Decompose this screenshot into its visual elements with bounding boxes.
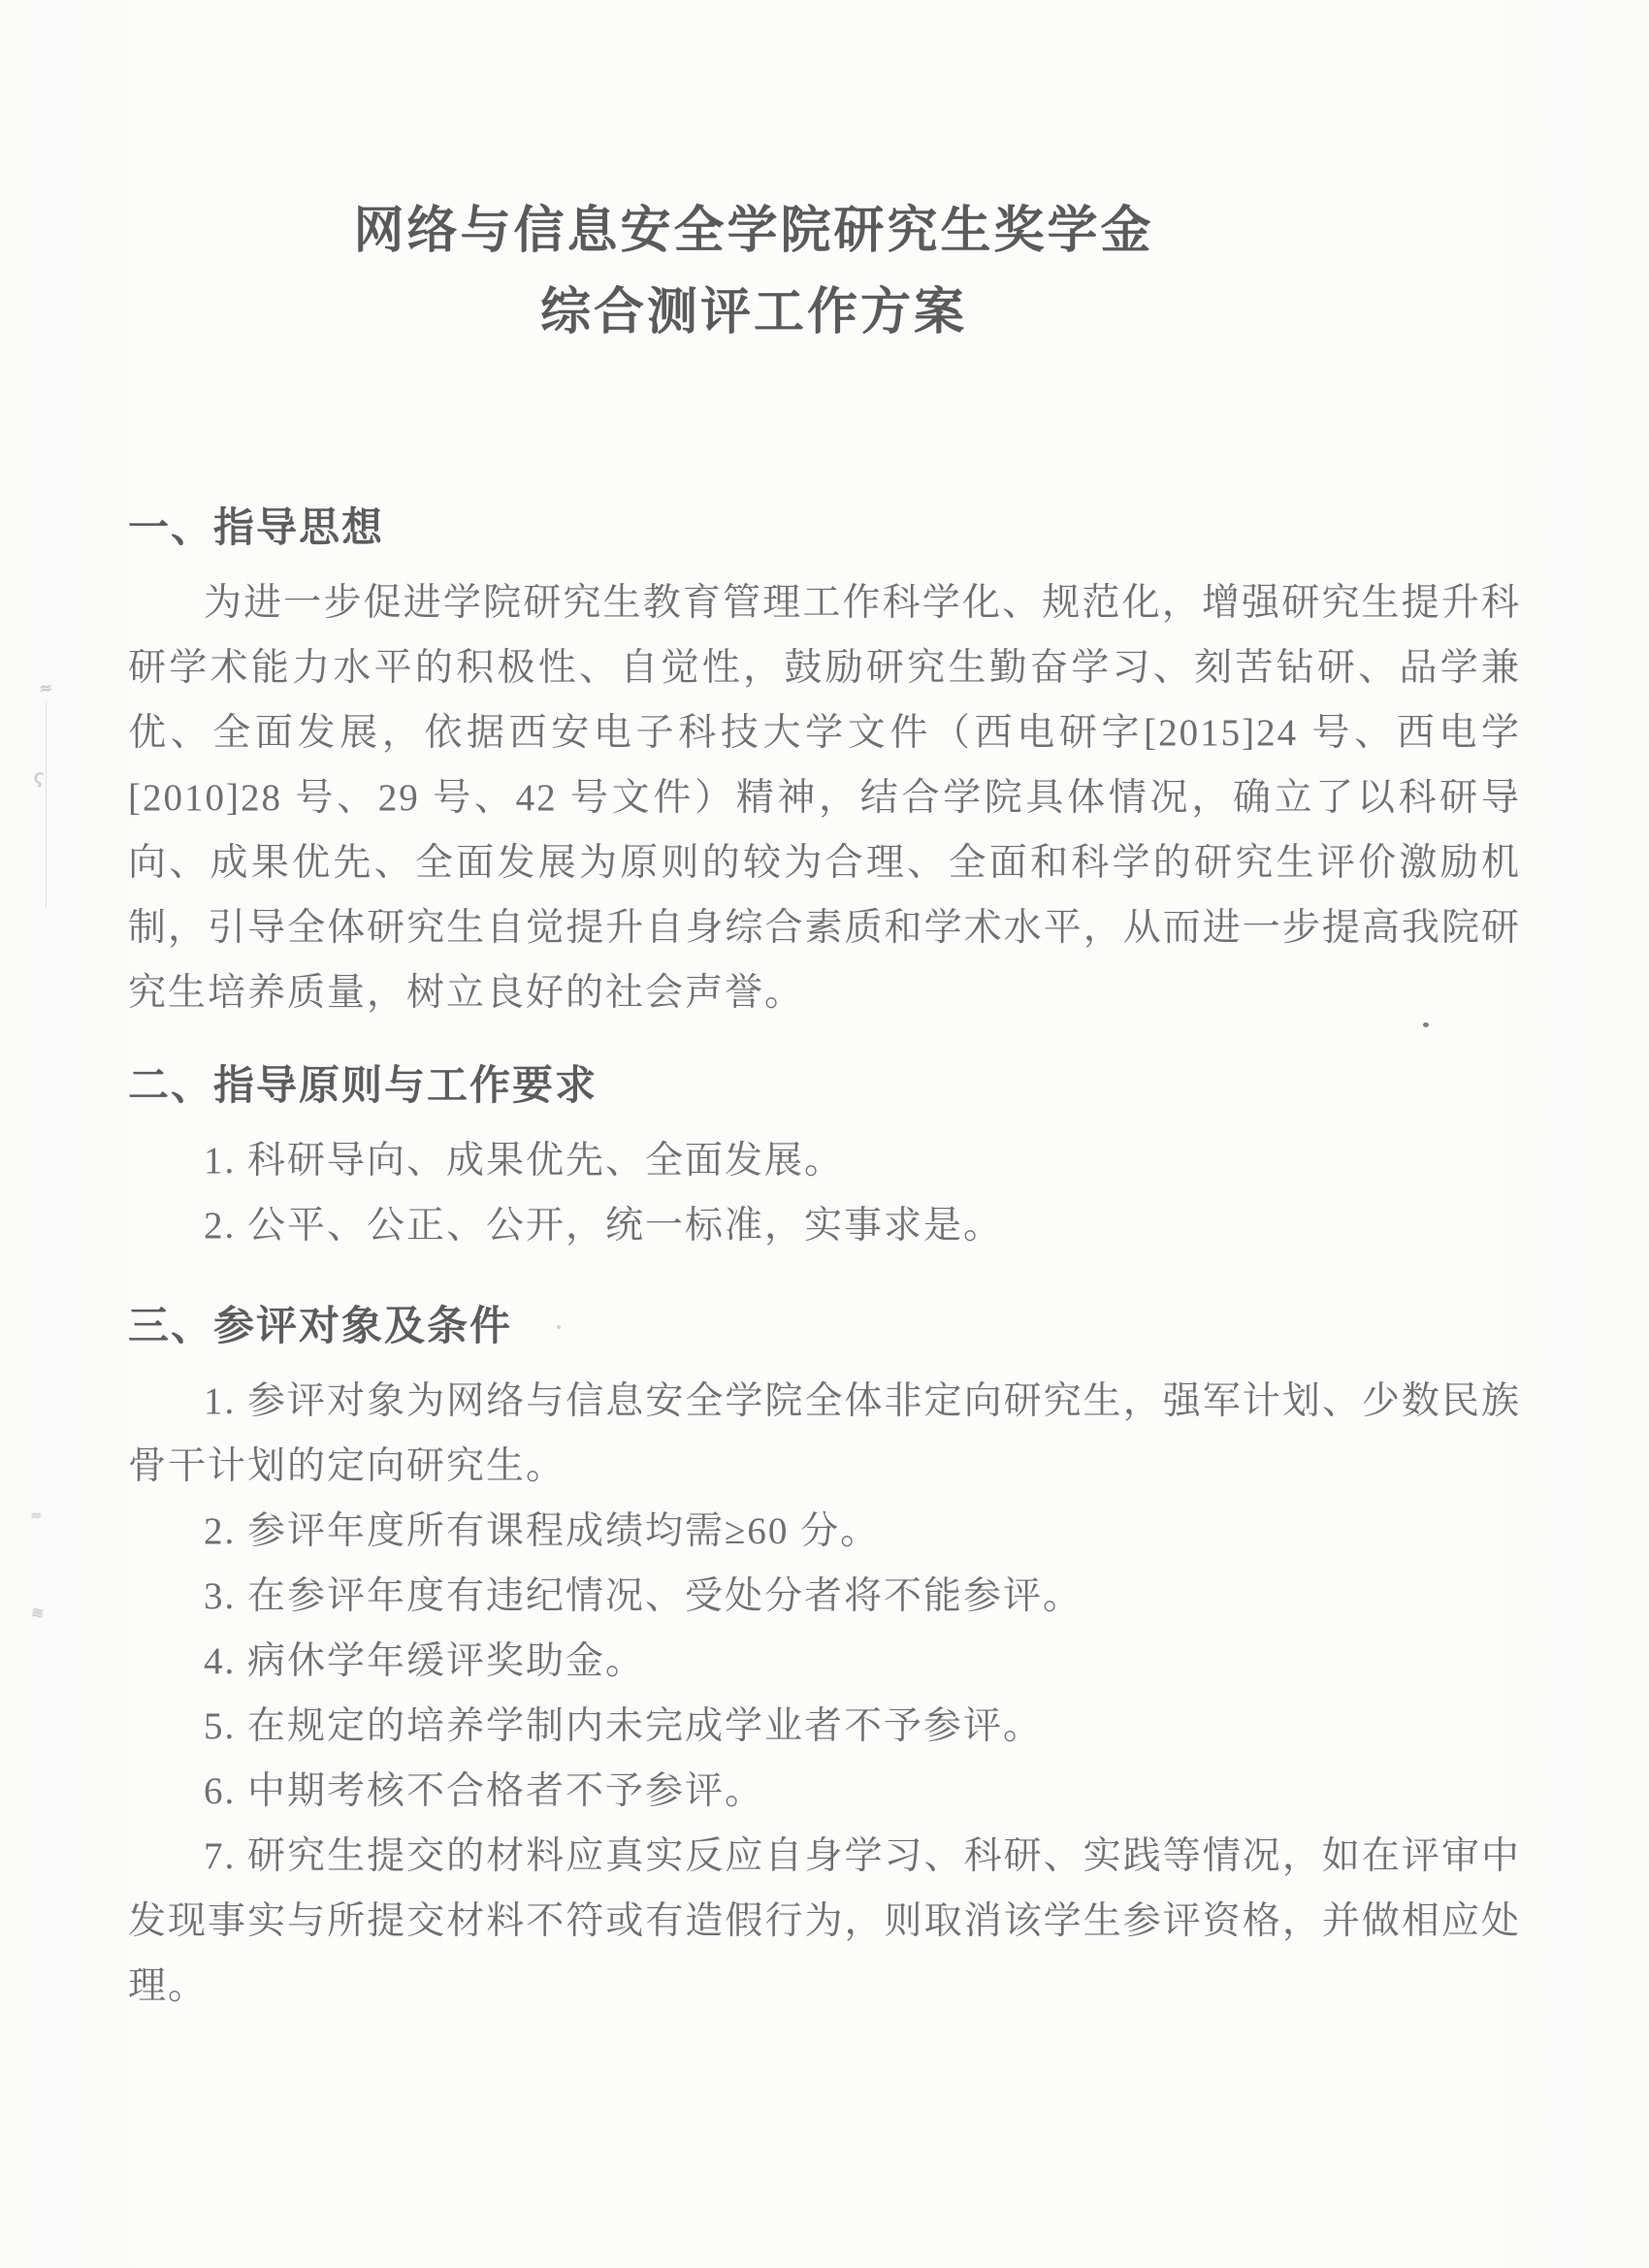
document-title-line-1: 网络与信息安全学院研究生奖学金 (353, 203, 1154, 259)
principles-list-item: 1. 科研导向、成果优先、全面发展。 (204, 1140, 845, 1182)
scan-hairline-artifact (46, 702, 47, 908)
scan-smudge-artifact: ≈ (29, 1506, 44, 1525)
scan-smudge-artifact: ς (31, 765, 48, 789)
section-heading-principles: 二、指导原则与工作要求 (128, 1062, 598, 1108)
eligibility-list-item: 6. 中期考核不合格者不予参评。 (204, 1770, 765, 1812)
document-title (57, 0, 1450, 353)
scan-smudge-artifact: ≈ (37, 678, 54, 699)
eligibility-list-item: 4. 病休学年缓评奖助金。 (204, 1640, 646, 1682)
guiding-ideology-paragraph: 为进一步促进学院研究生教育管理工作科学化、规范化，增强研究生提升科研学术能力水平的积极性、自觉性，鼓励研究生勤奋学习、刻苦钻研、品学兼优、全面发展，依据西安电子科技大学文件（西电研字[2015]24 号、西电学[2010]28 号、29 号、42 号文件）精神，结合学院具体情况，确立了以科研导向、成果优先、全面发展为原则的较为合理、全面和科学的研究生评价激励机制，引导全体研究生自觉提升自身综合素质和学术水平，从而进一步提高我院研究生培养质量，树立良好的社会声誉。 (128, 582, 1521, 1014)
eligibility-list-item: 1. 参评对象为网络与信息安全学院全体非定向研究生，强军计划、少数民族骨干计划的定向研究生。 (128, 1380, 1521, 1487)
eligibility-list-item: 3. 在参评年度有违纪情况、受处分者将不能参评。 (204, 1575, 1083, 1617)
eligibility-list-item: 2. 参评年度所有课程成绩均需≥60 分。 (204, 1510, 881, 1552)
eligibility-list-item: 7. 研究生提交的材料应真实反应自身学习、科研、实践等情况，如在评审中发现事实与所提交材料不符或有造假行为，则取消该学生参评资格，并做相应处理。 (128, 1835, 1521, 2007)
eligibility-list-item: 5. 在规定的培养学制内未完成学业者不予参评。 (204, 1705, 1044, 1747)
section-heading-guiding-ideology: 一、指导思想 (128, 504, 385, 550)
section-heading-eligibility: 三、参评对象及条件 (128, 1303, 513, 1348)
principles-list-item: 2. 公平、公正、公开，统一标准，实事求是。 (204, 1205, 1004, 1247)
document-title-line-2: 综合测评工作方案 (539, 284, 967, 340)
scan-smudge-artifact: ≋ (30, 1603, 46, 1623)
